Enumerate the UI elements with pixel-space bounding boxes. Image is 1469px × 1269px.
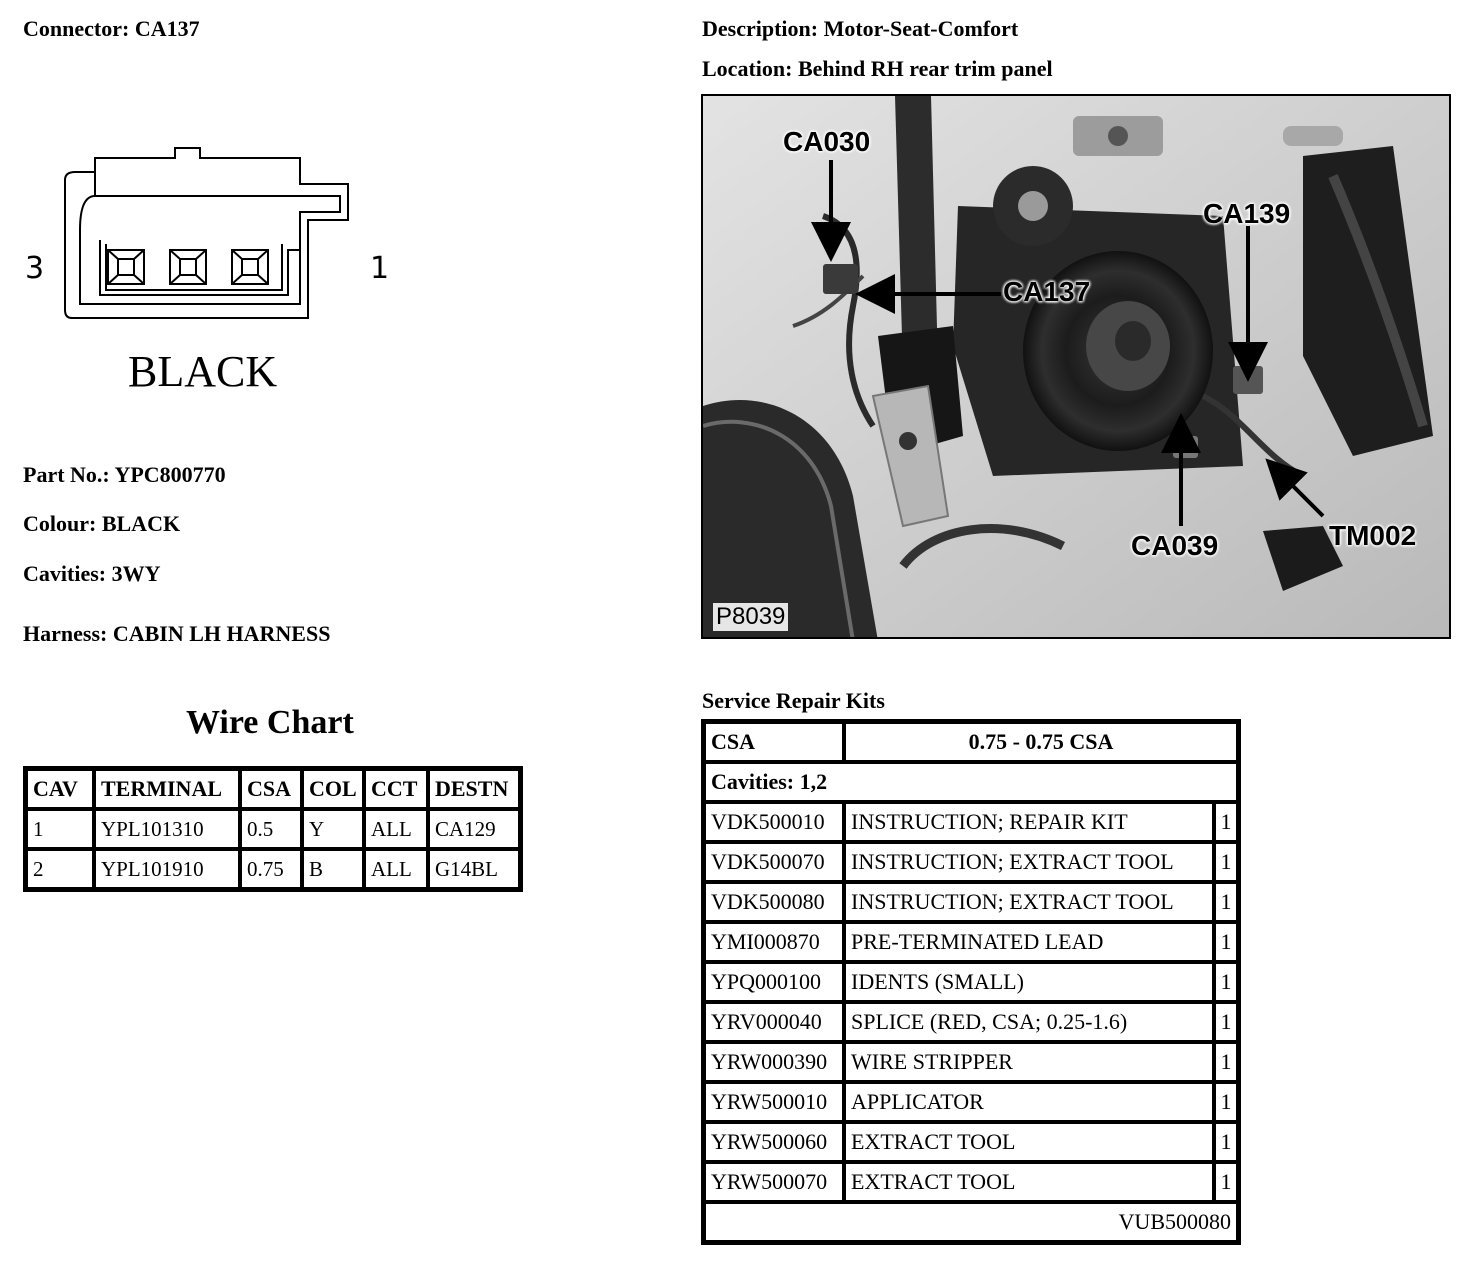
cell-cav: 1 — [26, 809, 94, 849]
cell-terminal: YPL101310 — [94, 809, 240, 849]
kit-part: YRW500060 — [704, 1122, 844, 1162]
service-kits-title: Service Repair Kits — [702, 688, 885, 713]
cavities-label — [23, 561, 160, 587]
table-row — [704, 1162, 1238, 1202]
kit-qty: 1 — [1214, 1162, 1238, 1202]
kit-description: INSTRUCTION; EXTRACT TOOL — [844, 882, 1214, 922]
header-cav: CAV — [26, 769, 94, 809]
colour-label — [23, 511, 180, 537]
connector-colour-label: BLACK — [128, 347, 278, 396]
callout-ca139: CA139 — [1203, 198, 1291, 229]
kit-cavities-label: Cavities: 1,2 — [704, 762, 1238, 802]
kit-part: YRW500070 — [704, 1162, 844, 1202]
kit-part: VDK500010 — [704, 802, 844, 842]
kit-part: YPQ000100 — [704, 962, 844, 1002]
kit-qty: 1 — [1214, 842, 1238, 882]
location-photo — [701, 94, 1451, 639]
kit-code-row — [704, 1202, 1238, 1242]
csa-value: 0.75 - 0.75 CSA — [844, 722, 1238, 762]
cell-destn: G14BL — [428, 849, 520, 889]
cell-csa: 0.75 — [240, 849, 302, 889]
pin-label-right: 1 — [370, 251, 390, 286]
header-terminal: TERMINAL — [94, 769, 240, 809]
location-key: Location: — [702, 56, 793, 81]
colour-value: BLACK — [101, 511, 181, 536]
kit-description: INSTRUCTION; REPAIR KIT — [844, 802, 1214, 842]
location-label — [702, 56, 1053, 82]
harness-value: CABIN LH HARNESS — [112, 621, 331, 646]
kit-part: VDK500080 — [704, 882, 844, 922]
kit-qty: 1 — [1214, 962, 1238, 1002]
csa-row — [704, 722, 1238, 762]
cell-destn: CA129 — [428, 809, 520, 849]
table-row — [704, 1002, 1238, 1042]
wire-chart-table — [23, 766, 523, 892]
kit-code: VUB500080 — [704, 1202, 1238, 1242]
table-row — [704, 962, 1238, 1002]
kit-description: INSTRUCTION; EXTRACT TOOL — [844, 842, 1214, 882]
description-label — [702, 16, 1018, 42]
callout-ca039: CA039 — [1131, 530, 1219, 561]
kit-part: YRV000040 — [704, 1002, 844, 1042]
csa-label: CSA — [704, 722, 844, 762]
kit-qty: 1 — [1214, 1042, 1238, 1082]
part-no-value: YPC800770 — [114, 462, 226, 487]
table-row — [704, 802, 1238, 842]
part-no-label — [23, 462, 226, 488]
kit-qty: 1 — [1214, 922, 1238, 962]
cell-cct: ALL — [364, 809, 428, 849]
location-value: Behind RH rear trim panel — [797, 56, 1053, 81]
cavities-row — [704, 762, 1238, 802]
kit-description: EXTRACT TOOL — [844, 1162, 1214, 1202]
callout-arrows — [703, 96, 1451, 639]
table-row — [26, 849, 520, 889]
table-row — [704, 922, 1238, 962]
service-kits-table — [701, 719, 1241, 1245]
pin-label-left: 3 — [25, 251, 45, 286]
kit-qty: 1 — [1214, 1002, 1238, 1042]
kit-description: IDENTS (SMALL) — [844, 962, 1214, 1002]
kit-description: EXTRACT TOOL — [844, 1122, 1214, 1162]
harness-key: Harness: — [23, 621, 108, 646]
cell-cav: 2 — [26, 849, 94, 889]
cavities-value: 3WY — [111, 561, 161, 586]
table-row — [704, 1082, 1238, 1122]
photo-id-label: P8039 — [713, 603, 788, 631]
kit-part: YRW500010 — [704, 1082, 844, 1122]
cell-col: B — [302, 849, 364, 889]
wire-chart-header-row — [26, 769, 520, 809]
callout-tm002: TM002 — [1329, 520, 1417, 551]
table-row — [704, 1122, 1238, 1162]
kit-part: VDK500070 — [704, 842, 844, 882]
kit-qty: 1 — [1214, 802, 1238, 842]
kit-description: SPLICE (RED, CSA; 0.25-1.6) — [844, 1002, 1214, 1042]
kit-qty: 1 — [1214, 1082, 1238, 1122]
table-row — [704, 1042, 1238, 1082]
header-cct: CCT — [364, 769, 428, 809]
harness-label — [23, 621, 330, 647]
connector-value: CA137 — [134, 16, 200, 41]
colour-key: Colour: — [23, 511, 97, 536]
kit-qty: 1 — [1214, 1122, 1238, 1162]
header-csa: CSA — [240, 769, 302, 809]
cell-csa: 0.5 — [240, 809, 302, 849]
callout-ca137: CA137 — [1003, 276, 1091, 307]
header-col: COL — [302, 769, 364, 809]
kit-part: YRW000390 — [704, 1042, 844, 1082]
kit-qty: 1 — [1214, 882, 1238, 922]
kit-description: APPLICATOR — [844, 1082, 1214, 1122]
connector-key: Connector: — [23, 16, 130, 41]
wire-chart-title: Wire Chart — [186, 704, 354, 741]
cell-terminal: YPL101910 — [94, 849, 240, 889]
kit-part: YMI000870 — [704, 922, 844, 962]
cavities-key: Cavities: — [23, 561, 107, 586]
kit-description: WIRE STRIPPER — [844, 1042, 1214, 1082]
connector-face-drawing — [20, 140, 420, 400]
description-value: Motor-Seat-Comfort — [823, 16, 1019, 41]
cell-col: Y — [302, 809, 364, 849]
table-row — [704, 882, 1238, 922]
part-no-key: Part No.: — [23, 462, 110, 487]
kit-description: PRE-TERMINATED LEAD — [844, 922, 1214, 962]
description-key: Description: — [702, 16, 819, 41]
cell-cct: ALL — [364, 849, 428, 889]
header-destn: DESTN — [428, 769, 520, 809]
connector-label — [23, 16, 200, 42]
table-row — [704, 842, 1238, 882]
callout-ca030: CA030 — [783, 126, 871, 157]
table-row — [26, 809, 520, 849]
